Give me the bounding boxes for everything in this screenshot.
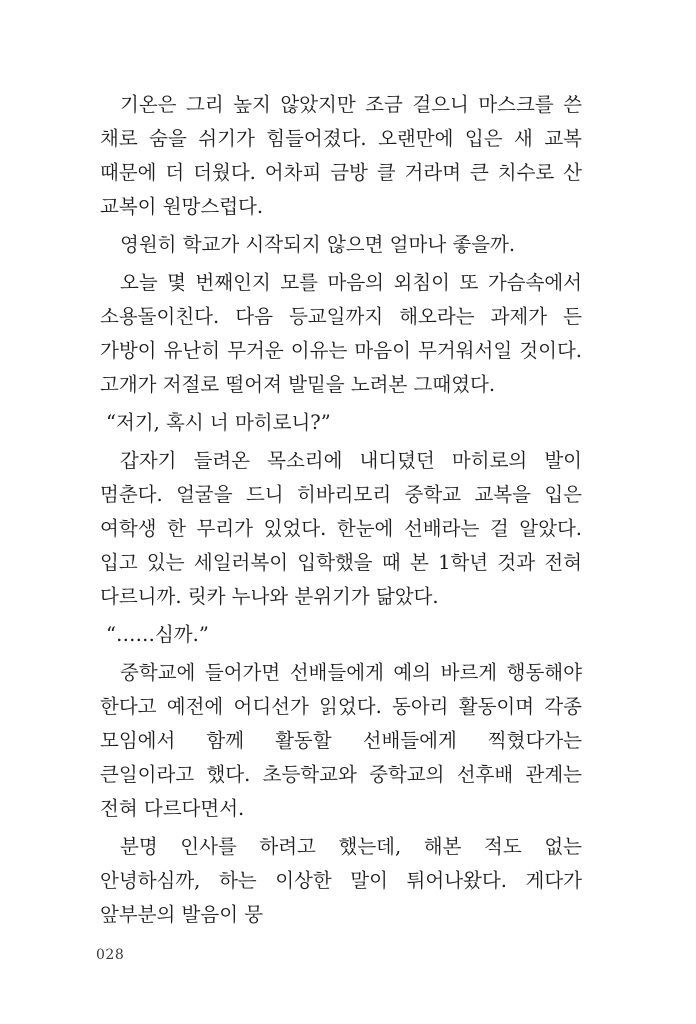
- body-text: [100, 88, 582, 936]
- paragraph-4-dialogue: “저기, 혹시 너 마히로니?”: [106, 411, 331, 434]
- paragraph-6-dialogue: “……심까.”: [106, 623, 209, 646]
- paragraph-8: 분명 인사를 하려고 했는데, 해본 적도 없는 안녕하심까, 하는 이상한 말이 튀어나왔다. 게다가 앞부분의 발음이 뭉: [100, 835, 582, 926]
- paragraph-7: 중학교에 들어가면 선배들에게 예의 바르게 행동해야 한다고 예전에 어디선가 읽었다. 동아리 활동이며 각종 모임에서 함께 활동할 선배들에게 찍혔다가는 큰일이라고 했다. 초등학교와 중학교의 선후배 관계는 전혀 다르다면서.: [100, 661, 582, 820]
- paragraph-5: 갑자기 들려온 목소리에 내디뎠던 마히로의 발이 멈춘다. 얼굴을 드니 히바리모리 중학교 교복을 입은 여학생 한 무리가 있었다. 한눈에 선배라는 걸 알았다. 입고 있는 세일러복이 입학했을 때 본 1학년 것과 전혀 다르니까. 릿카 누나와 분위기가 닮았다.: [100, 449, 582, 608]
- paragraph-2: 영원히 학교가 시작되지 않으면 얼마나 좋을까.: [120, 233, 516, 256]
- paragraph-3: 오늘 몇 번째인지 모를 마음의 외침이 또 가슴속에서 소용돌이친다. 다음 등교일까지 해오라는 과제가 든 가방이 유난히 무거운 이유는 마음이 무거워서일 것이다. 고개가 저절로 떨어져 발밑을 노려본 그때였다.: [100, 271, 582, 396]
- page-number: 028: [96, 947, 125, 963]
- paragraph-1: 기온은 그리 높지 않았지만 조금 걸으니 마스크를 쓴 채로 숨을 쉬기가 힘들어졌다. 오랜만에 입은 새 교복 때문에 더 더웠다. 어차피 금방 클 거라며 큰 치수로 산 교복이 원망스럽다.: [100, 93, 582, 218]
